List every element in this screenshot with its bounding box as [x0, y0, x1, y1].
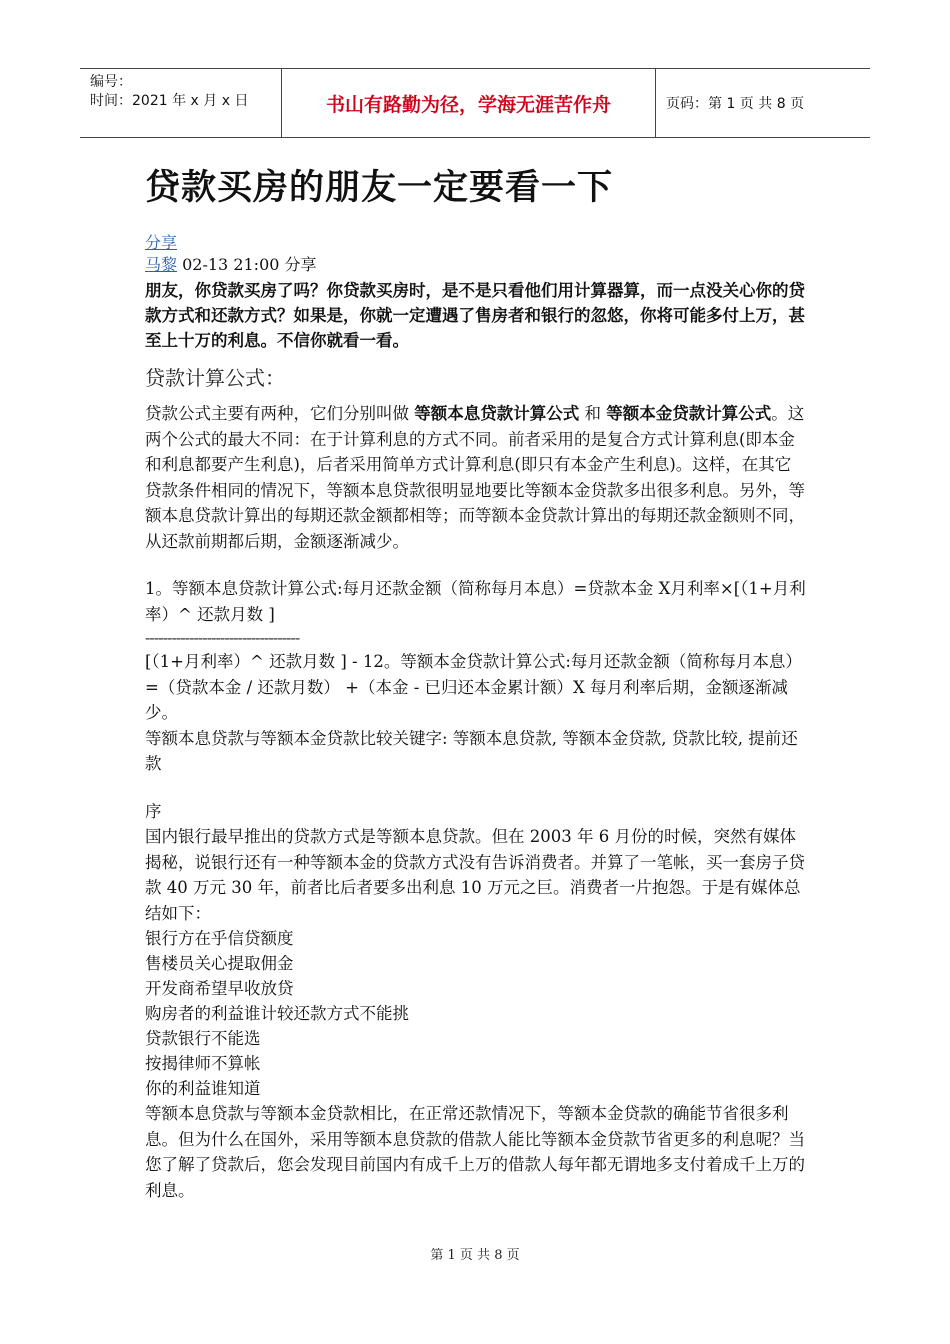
- list-item: 你的利益谁知道: [145, 1079, 261, 1098]
- list-item: 开发商希望早收放贷: [145, 979, 294, 998]
- intro-paragraph: [145, 401, 807, 554]
- header-motto: 书山有路勤为径，学海无涯苦作舟: [282, 69, 656, 137]
- summary-list: [145, 926, 807, 1101]
- post-timestamp: 02-13 21:00 分享: [177, 255, 317, 274]
- fraction-divider: -----------------------------------: [145, 628, 300, 647]
- document-time-label: 时间：2021 年 x 月 x 日: [90, 93, 249, 109]
- intro-text-a: 贷款公式主要有两种，它们分别叫做: [145, 404, 415, 423]
- intro-text-e: 。这两个公式的最大不同：在于计算利息的方式不同。前者采用的是复合方式计算利息(即本金和利息都要产生利息)，后者采用简单方式计算利息(即只有本金产生利息)。这样，在其它贷款条件相同的情况下，等额本息贷款很明显地要比等额本金贷款多出很多利息。另外，等额本息贷款计算出的每期还款金额都相等；而等额本金贷款计算出的每期还款金额则不同，从还款前期都后期，金额逐渐减少。: [145, 404, 805, 551]
- author-row: [145, 254, 807, 276]
- share-row: [145, 232, 807, 254]
- document-number-label: 编号：: [90, 74, 132, 90]
- page-footer: 第 1 页 共 8 页: [430, 1248, 520, 1263]
- author-link[interactable]: 马黎: [145, 255, 178, 274]
- list-item: 银行方在乎信贷额度: [145, 929, 294, 948]
- article-title: 贷款买房的朋友一定要看一下: [145, 168, 614, 208]
- section-label-preface: 序: [145, 801, 162, 821]
- share-link[interactable]: 分享: [145, 233, 178, 252]
- intro-text-c: 和: [579, 404, 607, 423]
- spacer: [145, 554, 807, 576]
- list-item: 购房者的利益谁计较还款方式不能挑: [145, 1004, 409, 1023]
- list-item: 贷款银行不能选: [145, 1029, 261, 1048]
- section-heading-formulas: 贷款计算公式：: [145, 366, 285, 390]
- lead-paragraph: 朋友，你贷款买房了吗？你贷款买房时，是不是只看他们用计算器算，而一点没关心你的贷款方式和还款方式？如果是，你就一定遭遇了售房者和银行的忽悠，你将可能多付上万，甚至上十万的利息。不信你就看一看。: [145, 281, 805, 350]
- comparison-paragraph: 等额本息贷款与等额本金贷款相比，在正常还款情况下，等额本金贷款的确能节省很多利息。但为什么在国外，采用等额本息贷款的借款人能比等额本金贷款节省更多的利息呢？当您了解了贷款后，您会发现目前国内有成千上万的借款人每年都无谓地多支付着成千上万的利息。: [145, 1104, 805, 1200]
- term-equal-principal: 等额本金贷款计算公式: [606, 404, 772, 423]
- list-item: 按揭律师不算帐: [145, 1054, 261, 1073]
- term-equal-installment: 等额本息贷款计算公式: [414, 404, 580, 423]
- formula-equal-installment: 1。等额本息贷款计算公式:每月还款金额（简称每月本息）=贷款本金 X月利率×[（1+月利率）^ 还款月数 ]: [145, 579, 806, 624]
- list-item: 售楼员关心提取佣金: [145, 954, 294, 973]
- header-page-label: 页码：第 1 页 共 8 页: [666, 96, 805, 112]
- article-body: [145, 160, 807, 1203]
- keywords-line: 等额本息贷款与等额本金贷款比较关键字: 等额本息贷款, 等额本金贷款, 贷款比较, 提前还款: [145, 728, 798, 773]
- header-meta-cell: [80, 69, 282, 137]
- spacer: [145, 777, 807, 799]
- history-paragraph: 国内银行最早推出的贷款方式是等额本息贷款。但在 2003 年 6 月份的时候，突然有媒体揭秘，说银行还有一种等额本金的贷款方式没有告诉消费者。并算了一笔帐，买一套房子贷款 40 万元 30 年，前者比后者要多出利息 10 万元之巨。消费者一片抱怨。于是有媒体总结如下：: [145, 827, 805, 923]
- formula-equal-principal: [（1+月利率）^ 还款月数 ] - 12。等额本金贷款计算公式:每月还款金额（简称每月本息）=（贷款本金 / 还款月数） +（本金 - 已归还本金累计额）X 每月利率后期，金额逐渐减少。: [145, 652, 802, 722]
- page-header: [80, 68, 870, 138]
